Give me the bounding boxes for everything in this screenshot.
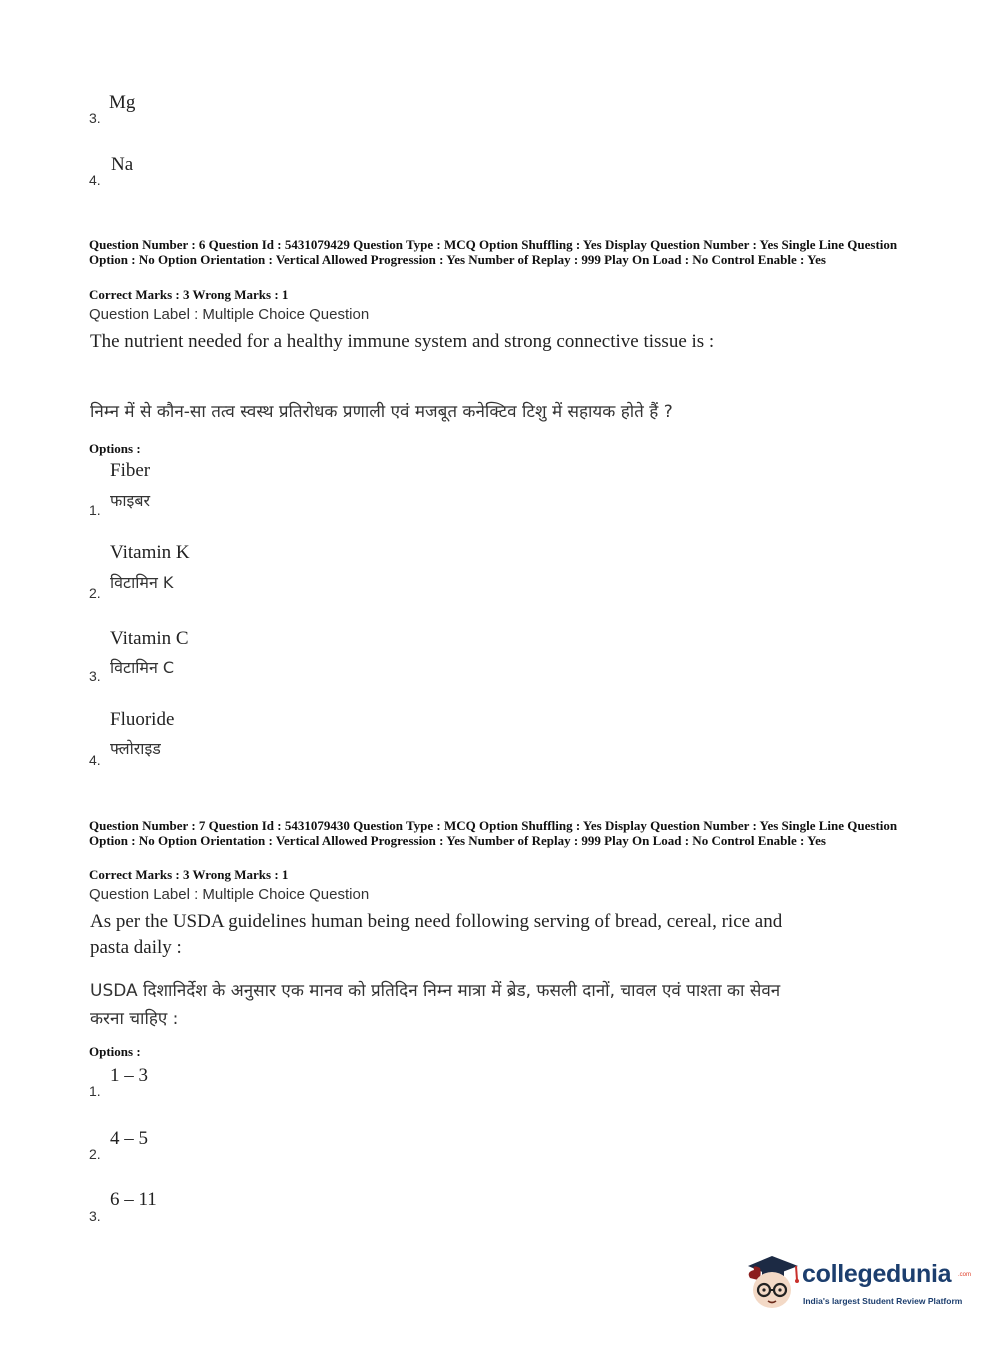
- option-text: Fiber: [110, 460, 151, 481]
- option-text: Vitamin K: [110, 542, 190, 563]
- options-heading: Options :: [89, 441, 141, 456]
- brand-tagline: India's largest Student Review Platform: [803, 1296, 963, 1306]
- option-text-hindi: विटामिन K: [110, 573, 174, 592]
- question-label: Question Label : Multiple Choice Question: [89, 306, 370, 323]
- question-text-english: The nutrient needed for a healthy immune system and strong connective tissue is :: [90, 331, 715, 352]
- mascot-icon: [740, 1250, 800, 1316]
- option-text-hindi: विटामिन C: [110, 658, 175, 677]
- option-number: 2.: [89, 585, 101, 601]
- option-number: 1.: [89, 1083, 101, 1099]
- collegedunia-watermark: [740, 1250, 972, 1318]
- brand-domain: .com: [958, 1272, 972, 1278]
- option-number: 2.: [89, 1146, 101, 1162]
- option-text-hindi: फाइबर: [110, 491, 151, 510]
- option-number: 3.: [89, 1208, 101, 1224]
- brand-name: collegedunia: [802, 1260, 952, 1288]
- question-text-hindi: निम्न में से कौन-सा तत्व स्वस्थ प्रतिरोधक प्रणाली एवं मजबूत कनेक्टिव टिशु में सहायक होते हैं ?: [90, 402, 673, 422]
- option-text: Mg: [109, 92, 136, 113]
- question-label: Question Label : Multiple Choice Question: [89, 886, 370, 903]
- question-marks: Correct Marks : 3 Wrong Marks : 1: [89, 867, 289, 882]
- option-text: 1 – 3: [110, 1065, 148, 1086]
- option-number: 3.: [89, 668, 101, 684]
- option-text: 6 – 11: [110, 1189, 157, 1210]
- question-meta: Question Number : 6 Question Id : 5431079429 Question Type : MCQ Option Shuffling : Yes Display Question Number : Yes Single Line Question Option : No Option Orientation : Vertical Allowed Progression : Yes Number of Replay : 999 Play On Load : No Control Enable : Yes: [89, 237, 898, 267]
- option-text-hindi: फ्लोराइड: [110, 739, 161, 758]
- options-heading: Options :: [89, 1044, 141, 1059]
- option-text: Na: [111, 154, 134, 175]
- option-text: Vitamin C: [110, 628, 189, 649]
- option-number: 4.: [89, 752, 101, 768]
- option-number: 3.: [89, 110, 101, 126]
- question-text-english: As per the USDA guidelines human being need following serving of bread, cereal, rice and pasta daily :: [90, 911, 783, 958]
- question-marks: Correct Marks : 3 Wrong Marks : 1: [89, 287, 289, 302]
- option-text: Fluoride: [110, 709, 175, 730]
- option-number: 1.: [89, 502, 101, 518]
- option-number: 4.: [89, 172, 101, 188]
- option-text: 4 – 5: [110, 1128, 148, 1149]
- question-meta: Question Number : 7 Question Id : 5431079430 Question Type : MCQ Option Shuffling : Yes Display Question Number : Yes Single Line Question Option : No Option Orientation : Vertical Allowed Progression : Yes Number of Replay : 999 Play On Load : No Control Enable : Yes: [89, 818, 898, 848]
- question-text-hindi: USDA दिशानिर्देश के अनुसार एक मानव को प्रतिदिन निम्न मात्रा में ब्रेड, फसली दानों, चावल एवं पाश्ता का सेवन करना चाहिए :: [90, 981, 781, 1029]
